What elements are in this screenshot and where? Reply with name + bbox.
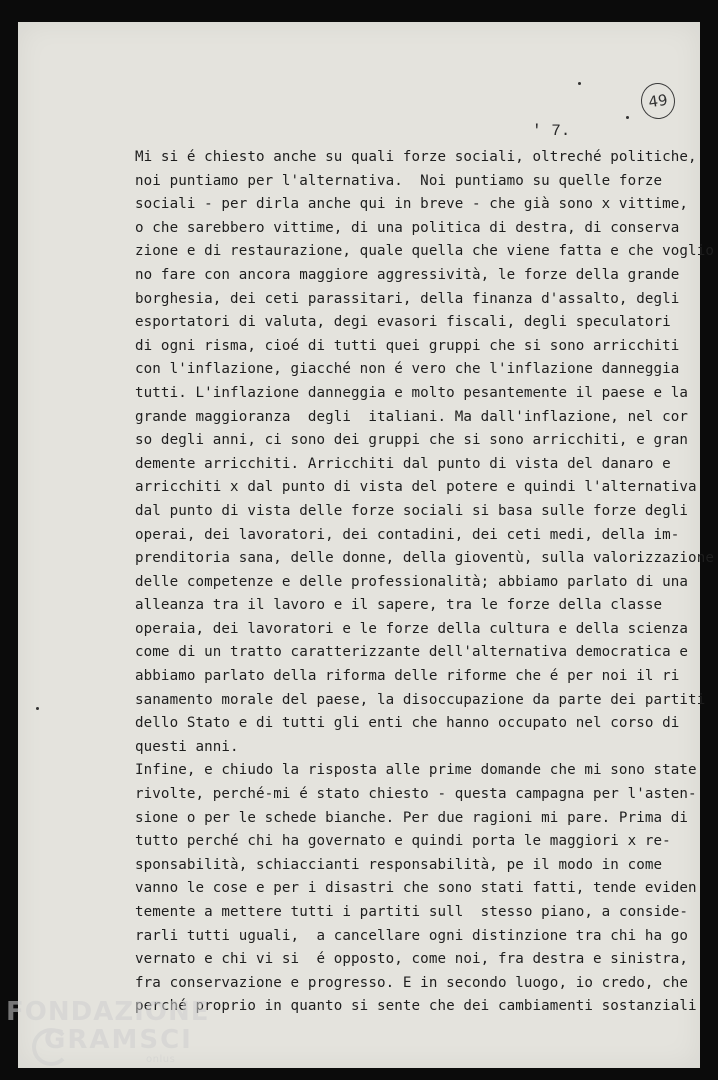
watermark-logo-icon xyxy=(32,1028,70,1066)
archive-number-stamp: 49 xyxy=(639,81,678,121)
watermark-line2: GRAMSCI xyxy=(44,1025,193,1055)
watermark-suffix: onlus xyxy=(146,1054,176,1065)
typewritten-text xyxy=(135,146,714,1019)
ink-speck xyxy=(626,116,629,119)
paragraph-second: Infine, e chiudo la risposta alle prime domande che mi sono state rivolte, perché-mi é stato chiesto - questa campagna per l'asten- sione o per le schede bianche. Per due ragioni mi pare. Prima di tutto perché chi ha governato e quindi porta le maggiori x re- sponsabilità, schiaccianti responsabilità, pe il modo in come vanno le cose e per i disastri che sono stati fatti, tende eviden temente a mettere tutti i partiti sull stesso piano, a conside- rarli tutti uguali, a cancellare ogni distinzione tra chi ha go vernato e chi vi si é opposto, come noi, fra destra e sinistra, fra conservazione e progresso. E in secondo luogo, io credo, che perché proprio in quanto si sente che dei cambiamenti sostanziali xyxy=(135,762,697,1015)
fondazione-gramsci-watermark xyxy=(6,997,210,1065)
ink-speck xyxy=(578,82,581,85)
paragraph-main: Mi si é chiesto anche su quali forze sociali, oltreché politiche, noi puntiamo per l'alternativa. Noi puntiamo su quelle forze sociali - per dirla anche qui in breve - che già sono x vittime, o che sarebbero vittime, di una politica di destra, di conserva zione e di restaurazione, quale quella che viene fatta e che voglio no fare con ancora maggiore aggressività, le forze della grande borghesia, dei ceti parassitari, della finanza d'assalto, degli esportatori di valuta, degi evasori fiscali, degli speculatori di ogni risma, cioé di tutti quei gruppi che si sono arricchiti con l'inflazione, giacché non é vero che l'inflazione danneggia tutti. L'inflazione danneggia e molto pesantemente il paese e la grande maggioranza degli italiani. Ma dall'inflazione, nel cor so degli anni, ci sono dei gruppi che si sono arricchiti, e gran demente arricchiti. Arricchiti dal punto di vista del danaro e arricchiti x dal punto di vista del potere e quindi l'alternativa dal punto di vista delle forze sociali si basa sulle forze degli operai, dei lavoratori, dei contadini, dei ceti medi, della im- prenditoria sana, delle donne, della gioventù, sulla valorizzazione delle competenze e delle professionalità; abbiamo parlato di una alleanza tra il lavoro e il sapere, tra le forze della classe operaia, dei lavoratori e le forze della cultura e della scienza come di un tratto caratterizzante dell'alternativa democratica e abbiamo parlato della riforma delle riforme che é per noi il ri sanamento morale del paese, la disoccupazione da parte dei partiti dello Stato e di tutti gli enti che hanno occupato nel corso di questi anni. xyxy=(135,149,714,755)
watermark-line1: FONDAZIONE xyxy=(6,997,210,1027)
page-number: ' 7. xyxy=(532,122,571,140)
ink-speck xyxy=(36,707,39,710)
